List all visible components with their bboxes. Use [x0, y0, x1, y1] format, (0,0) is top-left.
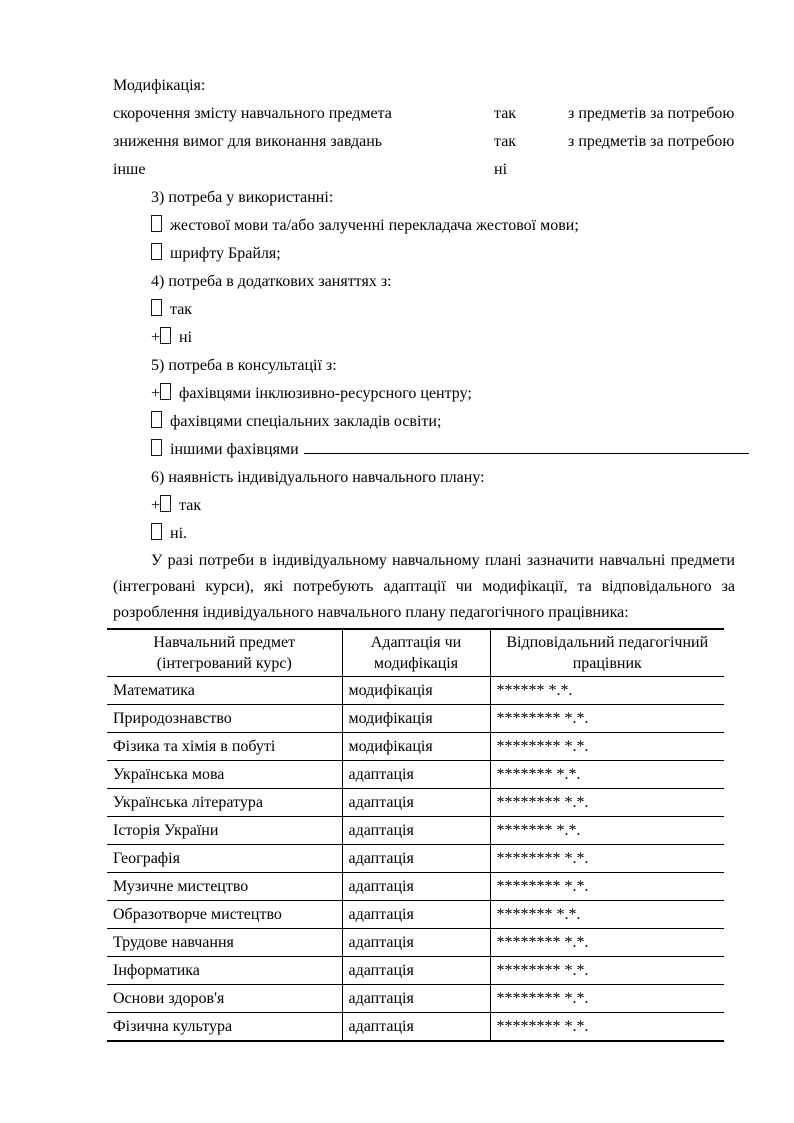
adaptation-cell: адаптація: [342, 761, 490, 789]
table-header-row: [107, 629, 724, 677]
empty-checkbox-icon: [151, 523, 162, 540]
adaptation-cell: адаптація: [342, 789, 490, 817]
checkbox-item: [113, 492, 735, 520]
responsible-cell: ******** *.*.: [490, 733, 724, 761]
responsible-cell: ******** *.*.: [490, 845, 724, 873]
responsible-cell: ******** *.*.: [490, 957, 724, 985]
modification-row-label: зниження вимог для виконання завдань: [113, 133, 383, 150]
subject-cell: Образотворче мистецтво: [107, 901, 342, 929]
checkbox-item: [113, 212, 735, 240]
modification-section: [113, 72, 735, 184]
table-row: [107, 761, 724, 789]
subjects-table: [107, 628, 724, 1042]
checkbox-item-label: так: [179, 497, 202, 514]
table-row: [107, 985, 724, 1013]
table-row: [107, 901, 724, 929]
responsible-cell: ******* *.*.: [490, 817, 724, 845]
numbered-item: 5) потреба в консультації з:: [151, 357, 337, 374]
table-row: [107, 789, 724, 817]
empty-checkbox-icon: [151, 243, 162, 260]
checkbox-item: [113, 296, 735, 324]
modification-row-note: [568, 156, 735, 184]
adaptation-cell: адаптація: [342, 1013, 490, 1042]
numbered-item: 3) потреба у використанні:: [151, 189, 334, 206]
table-row: [107, 1013, 724, 1042]
adaptation-cell: модифікація: [342, 677, 490, 705]
checkbox-item: [113, 324, 735, 352]
table-row: [107, 817, 724, 845]
checkbox-item: [113, 436, 735, 464]
adaptation-cell: адаптація: [342, 929, 490, 957]
modification-title: Модифікація:: [113, 77, 206, 94]
empty-checkbox-icon: [160, 327, 171, 344]
adaptation-cell: адаптація: [342, 873, 490, 901]
needs-list-section: [113, 184, 735, 548]
subject-cell: Інформатика: [107, 957, 342, 985]
subject-cell: Фізична культура: [107, 1013, 342, 1042]
table-row: [107, 677, 724, 705]
responsible-cell: ******** *.*.: [490, 789, 724, 817]
subject-cell: Історія України: [107, 817, 342, 845]
adaptation-cell: адаптація: [342, 901, 490, 929]
subject-cell: Фізика та хімія в побуті: [107, 733, 342, 761]
blank-underline: [304, 439, 749, 454]
numbered-item: 6) наявність індивідуального навчального плану:: [151, 469, 485, 486]
column-header-responsible: Відповідальний педагогічний працівник: [490, 629, 724, 677]
column-header-adaptation: Адаптація чи модифікація: [342, 629, 490, 677]
subject-cell: Географія: [107, 845, 342, 873]
subject-cell: Природознавство: [107, 705, 342, 733]
adaptation-cell: адаптація: [342, 845, 490, 873]
numbered-item: 4) потреба в додаткових заняттях з:: [151, 273, 392, 290]
modification-row-answer: так: [494, 133, 517, 150]
empty-checkbox-icon: [160, 383, 171, 400]
checkbox-item-label: ні.: [170, 525, 188, 542]
modification-grid: [113, 100, 735, 184]
checkbox-item: [113, 380, 735, 408]
empty-checkbox-icon: [151, 299, 162, 316]
subject-cell: Українська мова: [107, 761, 342, 789]
selected-plus-mark: +: [151, 497, 161, 514]
selected-plus-mark: +: [151, 329, 161, 346]
responsible-cell: ******** *.*.: [490, 1013, 724, 1042]
modification-row-label: інше: [113, 161, 146, 178]
table-row: [107, 873, 724, 901]
responsible-cell: ******* *.*.: [490, 901, 724, 929]
modification-row-note: з предметів за потребою: [568, 133, 735, 150]
subject-cell: Трудове навчання: [107, 929, 342, 957]
empty-checkbox-icon: [151, 411, 162, 428]
empty-checkbox-icon: [160, 495, 171, 512]
responsible-cell: ******** *.*.: [490, 985, 724, 1013]
instruction-paragraph: У разі потреби в індивідуальному навчальному плані зазначити навчальні предмети (інтегровані курси), які потребують адаптації чи модифікації, та відповідального за розроблення індивідуального навчального плану педагогічного працівника:: [113, 552, 735, 621]
checkbox-item: [113, 240, 735, 268]
subject-cell: Музичне мистецтво: [107, 873, 342, 901]
checkbox-item-label: шрифту Брайля;: [170, 245, 281, 262]
adaptation-cell: модифікація: [342, 705, 490, 733]
column-header-subject: Навчальний предмет (інтегрований курс): [107, 629, 342, 677]
checkbox-item-label: ні: [179, 329, 193, 346]
modification-row-note: з предметів за потребою: [568, 105, 735, 122]
adaptation-cell: адаптація: [342, 985, 490, 1013]
checkbox-item: [113, 408, 735, 436]
checkbox-item-label: жестової мови та/або залученні перекладача жестової мови;: [170, 217, 579, 234]
modification-row-answer: ні: [494, 161, 508, 178]
checkbox-item: [113, 520, 735, 548]
table-row: [107, 957, 724, 985]
responsible-cell: ******* *.*.: [490, 761, 724, 789]
table-row: [107, 705, 724, 733]
modification-row-label: скорочення змісту навчального предмета: [113, 105, 392, 122]
table-row: [107, 845, 724, 873]
checkbox-item-label: іншими фахівцями: [170, 441, 299, 458]
responsible-cell: ******** *.*.: [490, 705, 724, 733]
responsible-cell: ****** *.*.: [490, 677, 724, 705]
selected-plus-mark: +: [151, 385, 161, 402]
adaptation-cell: модифікація: [342, 733, 490, 761]
empty-checkbox-icon: [151, 439, 162, 456]
modification-row-answer: так: [494, 105, 517, 122]
adaptation-cell: адаптація: [342, 957, 490, 985]
checkbox-item-label: так: [170, 301, 193, 318]
adaptation-cell: адаптація: [342, 817, 490, 845]
checkbox-item-label: фахівцями інклюзивно-ресурсного центру;: [179, 385, 472, 402]
table-row: [107, 929, 724, 957]
responsible-cell: ******** *.*.: [490, 873, 724, 901]
subject-cell: Українська література: [107, 789, 342, 817]
checkbox-item-label: фахівцями спеціальних закладів освіти;: [170, 413, 442, 430]
empty-checkbox-icon: [151, 215, 162, 232]
subject-cell: Математика: [107, 677, 342, 705]
table-row: [107, 733, 724, 761]
subject-cell: Основи здоров'я: [107, 985, 342, 1013]
responsible-cell: ******** *.*.: [490, 929, 724, 957]
